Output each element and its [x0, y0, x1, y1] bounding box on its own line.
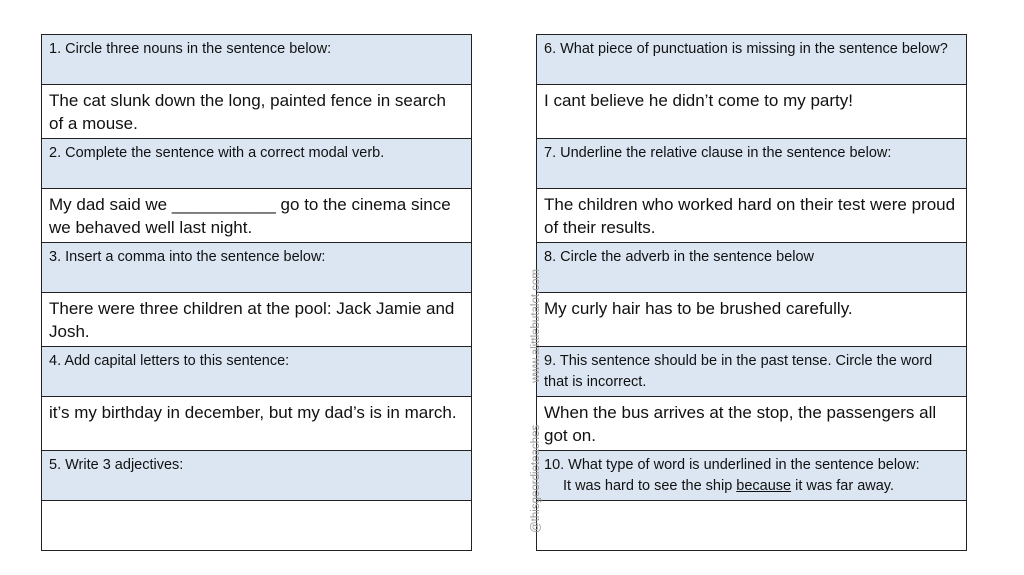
- question-10-sentence-end: it was far away.: [791, 478, 894, 494]
- question-10-instruction: 10. What type of word is underlined in the sentence below:: [544, 457, 920, 473]
- question-10-sentence: [544, 476, 959, 497]
- question-4-prompt: 4. Add capital letters to this sentence:: [42, 347, 471, 397]
- question-3-sentence: There were three children at the pool: Jack Jamie and Josh.: [42, 293, 471, 347]
- question-8-prompt: 8. Circle the adverb in the sentence below: [537, 243, 966, 293]
- question-10-underlined-word: because: [736, 478, 792, 494]
- right-question-panel: [536, 34, 967, 551]
- question-2-sentence: My dad said we ___________ go to the cinema since we behaved well last night.: [42, 189, 471, 243]
- question-7-sentence: The children who worked hard on their test were proud of their results.: [537, 189, 966, 243]
- watermark: [530, 269, 542, 533]
- question-9-prompt: 9. This sentence should be in the past tense. Circle the word that is incorrect.: [537, 347, 966, 397]
- question-6-sentence: I cant believe he didn’t come to my party!: [537, 85, 966, 139]
- question-10-prompt: [537, 451, 966, 501]
- question-4-sentence: it’s my birthday in december, but my dad’s is in march.: [42, 397, 471, 451]
- question-2-prompt: 2. Complete the sentence with a correct modal verb.: [42, 139, 471, 189]
- watermark-website: www.alittlebutalot.com: [530, 269, 542, 383]
- question-6-prompt: 6. What piece of punctuation is missing in the sentence below?: [537, 35, 966, 85]
- question-8-sentence: My curly hair has to be brushed carefully.: [537, 293, 966, 347]
- question-10-answer-box[interactable]: [537, 501, 966, 550]
- left-question-panel: [41, 34, 472, 551]
- question-1-sentence: The cat slunk down the long, painted fence in search of a mouse.: [42, 85, 471, 139]
- question-1-prompt: 1. Circle three nouns in the sentence below:: [42, 35, 471, 85]
- question-9-sentence: When the bus arrives at the stop, the passengers all got on.: [537, 397, 966, 451]
- question-3-prompt: 3. Insert a comma into the sentence below:: [42, 243, 471, 293]
- watermark-instagram: @thisgeordieteaches: [530, 424, 542, 533]
- question-7-prompt: 7. Underline the relative clause in the sentence below:: [537, 139, 966, 189]
- question-5-answer-box[interactable]: [42, 501, 471, 550]
- question-5-prompt: 5. Write 3 adjectives:: [42, 451, 471, 501]
- question-10-sentence-start: It was hard to see the ship: [563, 478, 737, 494]
